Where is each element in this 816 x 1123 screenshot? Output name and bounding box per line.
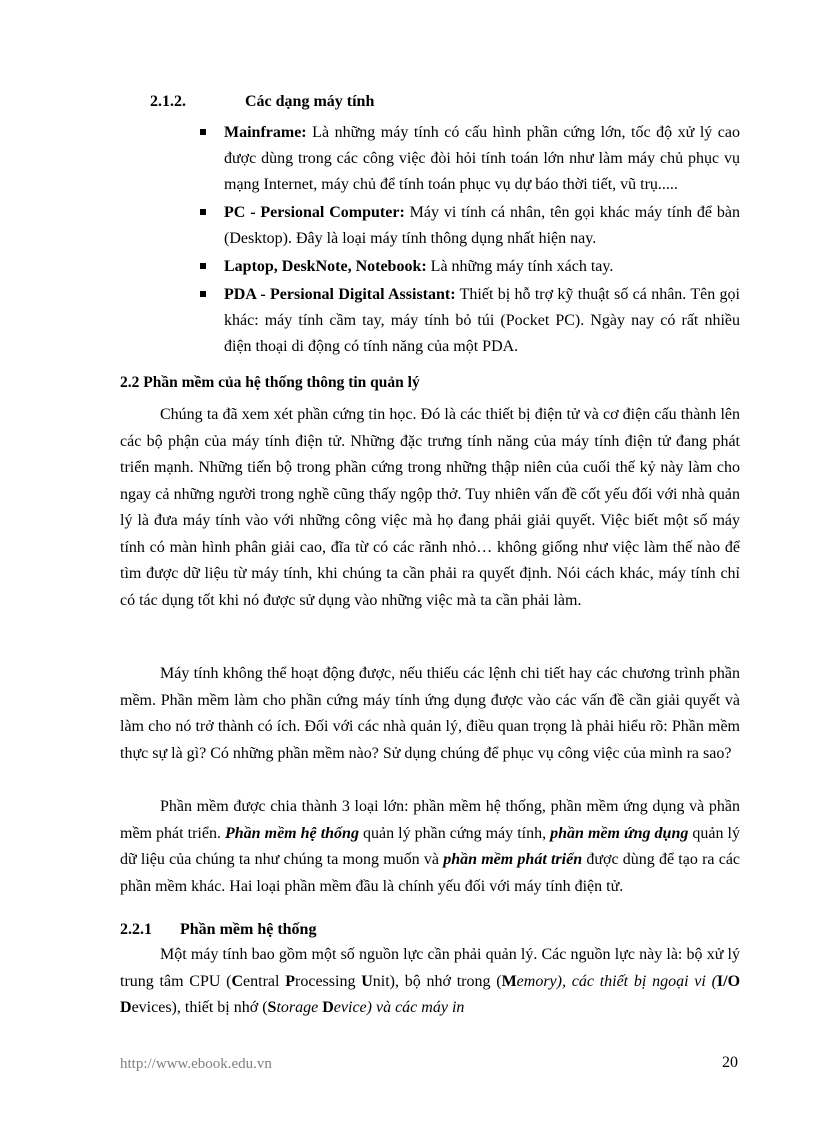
bullet-text: Là những máy tính xách tay. [426, 258, 614, 275]
bullet-term: PDA - Persional Digital Assistant: [224, 286, 456, 303]
bullet-term: PC - Persional Computer: [224, 204, 405, 221]
term-system-software: Phần mềm hệ thống [225, 824, 359, 842]
term-development-software: phần mềm phát triển [443, 851, 583, 868]
paragraph-text: Máy tính không thể hoạt động được, nếu thiếu các lệnh chi tiết hay các chương trình phần mềm. Phần mềm làm cho phần cứng máy tính ứng dụng được vào các vấn đề cần giải quyết và làm cho nó trở thành có ích. Đối với các nhà quản lý, điều quan trọng là phải hiểu rõ: Phần mềm thực sự là gì? Có những phần mềm nào? Sử dụng chúng để phục vụ công việc của mình ra sao? [120, 665, 740, 762]
paragraph-text: Chúng ta đã xem xét phần cứng tin học. Đó là các thiết bị điện tử và cơ điện cấu thành lên các bộ phận của máy tính điện tử. Những đặc trưng tính năng của máy tính điện tử đang phát triển mạnh. Những tiến bộ trong phần cứng trong những thập niên của cuối thế kỷ này làm cho ngay cả những người trong nghề cũng thấy ngộp thở. Tuy nhiên vấn đề cốt yếu đối với nhà quản lý là đưa máy tính vào với những công việc mà họ đang phải giải quyết. Việc biết một số máy tính có màn hình phân giải cao, đĩa từ có các rãnh nhỏ… không giống như việc làm thế nào để tìm được dữ liệu từ máy tính, khi chúng ta cần phải ra quyết định. Nói cách khác, máy tính chỉ có tác dụng tốt khi nó được sử dụng vào những việc mà ta cần phải làm. [120, 406, 740, 609]
paragraph-4: Một máy tính bao gồm một số nguồn lực cần phải quản lý. Các nguồn lực này là: bộ xử lý trung tâm CPU (Central Processing Unit), bộ nhớ trong (Memory), các thiết bị ngoại vi (I/O Devices), thiết bị nhớ (Storage Device) và các máy in [120, 946, 741, 1016]
section-heading-2-2: 2.2 Phần mềm của hệ thống thông tin quản lý [120, 374, 420, 391]
computer-types-list [200, 120, 740, 362]
bullet-term: Laptop, DeskNote, Notebook: [224, 258, 427, 275]
footer-url: http://www.ebook.edu.vn [120, 1056, 272, 1072]
page-number: 20 [722, 1054, 738, 1071]
list-item [200, 282, 740, 360]
bullet-square-icon [200, 209, 206, 215]
paragraph-2 [120, 661, 740, 767]
bullet-text: Là những máy tính có cấu hình phần cứng lớn, tốc độ xử lý cao được dùng trong các công việc đòi hỏi tính toán lớn như làm máy chủ phục vụ mạng Internet, máy chủ để tính toán phục vụ dự báo thời tiết, vũ trụ..... [224, 124, 740, 193]
term-application-software: phần mềm ứng dụng [550, 824, 689, 842]
section-number: 2.1.2. [150, 93, 186, 110]
section-title: Các dạng máy tính [245, 93, 375, 110]
bullet-square-icon [200, 129, 206, 135]
paragraph-1 [120, 402, 740, 614]
section-number: 2.2.1 [120, 921, 152, 938]
paragraph-3: Phần mềm được chia thành 3 loại lớn: phần mềm hệ thống, phần mềm ứng dụng và phần mềm phát triển. Phần mềm hệ thống quản lý phần cứng máy tính, phần mềm ứng dụng quản lý dữ liệu của chúng ta như chúng ta mong muốn và phần mềm phát triển được dùng để tạo ra các phần mềm khác. Hai loại phần mềm đầu là chính yếu đối với máy tính điện tử. [120, 798, 741, 895]
bullet-square-icon [200, 263, 206, 269]
list-item [200, 200, 740, 252]
bullet-term: Mainframe: [224, 124, 307, 141]
bullet-square-icon [200, 291, 206, 297]
section-title: Phần mềm hệ thống [180, 921, 317, 938]
bullet-text: Máy vi tính cá nhân, tên gọi khác máy tính để bàn (Desktop). Đây là loại máy tính thông dụng nhất hiện nay. [224, 204, 741, 247]
section-heading-2-1-2 [150, 93, 374, 111]
section-heading-2-2-1 [120, 921, 316, 939]
list-item [200, 120, 740, 198]
list-item [200, 254, 740, 280]
bullet-text: Thiết bị hỗ trợ kỹ thuật số cá nhân. Tên gọi khác: máy tính cầm tay, máy tính bỏ túi (Pocket PC). Ngày nay có rất nhiều điện thoại di động có tính năng của một PDA. [224, 286, 741, 355]
